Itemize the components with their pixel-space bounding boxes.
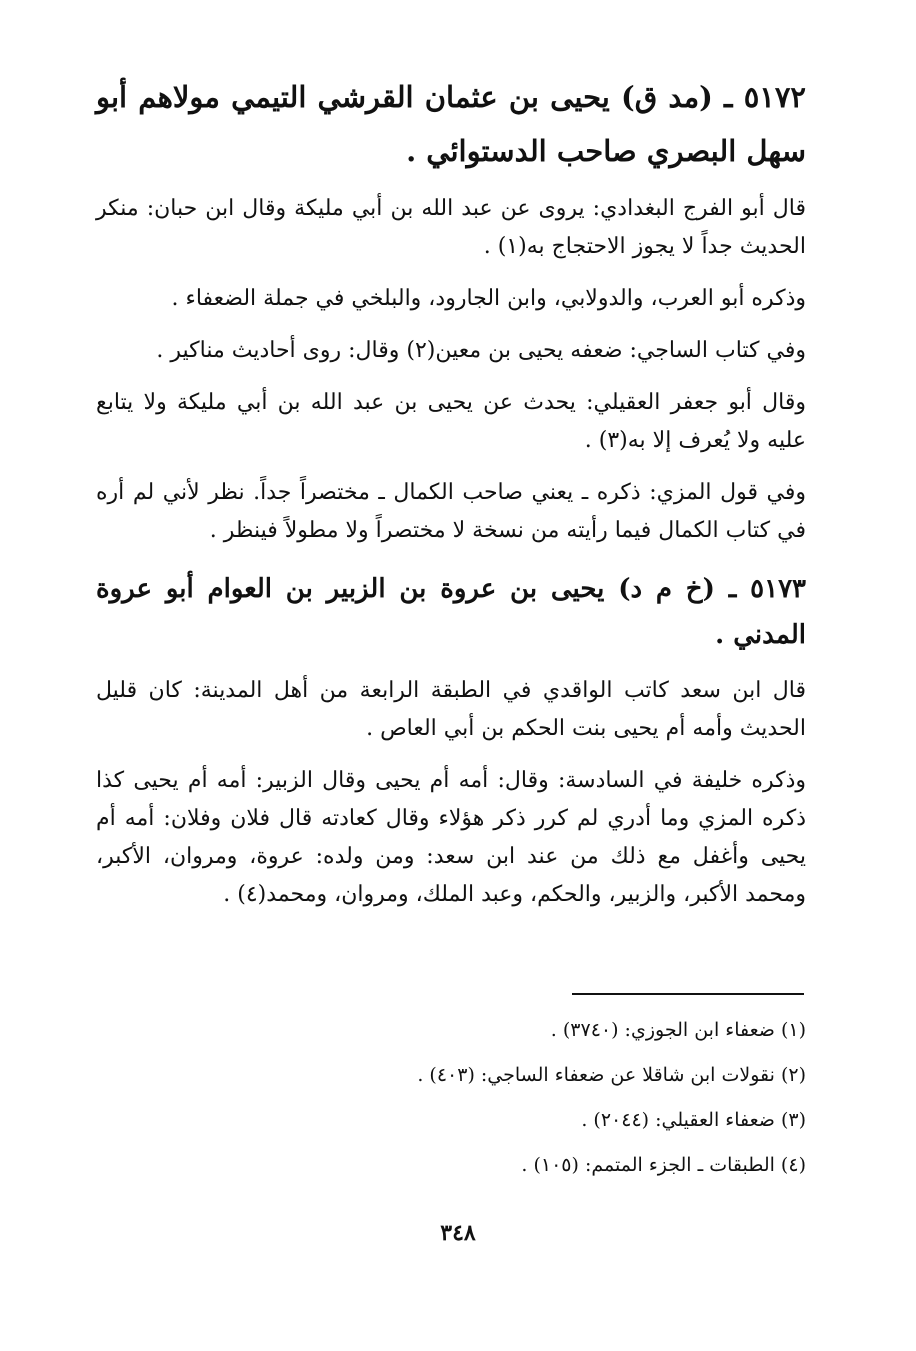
entry-5173-paragraph-2: وذكره خليفة في السادسة: وقال: أمه أم يحيى وقال الزبير: أمه أم يحيى كذا ذكره المزي وما أدري لم كرر ذكر هؤلاء وقال كعادته قال فلان وفلان: أمه أم يحيى وأغفل مع ذلك من عند ابن سعد: ومن ولده: عروة، ومروان، الأكبر، ومحمد الأكبر، والزبير، والحكم، وعبد الملك، ومروان، ومحمد(٤) . [96,768,806,907]
footnote-divider [572,993,804,995]
entry-5172-paragraph-5: وفي قول المزي: ذكره ـ يعني صاحب الكمال ـ مختصراً جداً. نظر لأني لم أره في كتاب الكمال فيما رأيته من نسخة لا مختصراً ولا مطولاً فينظر . [96,480,806,543]
entry-5172-paragraph-2: وذكره أبو العرب، والدولابي، وابن الجارود، والبلخي في جملة الضعفاء . [171,286,806,311]
entry-heading-5173: ٥١٧٣ ـ (خ م د) يحيى بن عروة بن الزبير بن العوام أبو عروة المدني . [96,574,806,650]
page-number: ٣٤٨ [440,1220,476,1246]
entry-heading-5172: ٥١٧٢ ـ (مد ق) يحيى بن عثمان القرشي التيمي مولاهم أبو سهل البصري صاحب الدستوائي . [96,80,807,168]
page-body [96,70,806,928]
entry-5172-paragraph-3: وفي كتاب الساجي: ضعفه يحيى بن معين(٢) وقال: روى أحاديث مناكير . [156,338,806,363]
entry-5172-paragraph-4: وقال أبو جعفر العقيلي: يحدث عن يحيى بن عبد الله بن أبي مليكة ولا يتابع عليه ولا يُعرف إلا به(٣) . [96,390,806,453]
footnote-3: (٣) ضعفاء العقيلي: (٢٠٤٤) . [581,1109,806,1131]
footnote-4: (٤) الطبقات ـ الجزء المتمم: (١٠٥) . [521,1154,806,1176]
footnote-2: (٢) نقولات ابن شاقلا عن ضعفاء الساجي: (٤٠٣) . [417,1064,806,1086]
footnote-1: (١) ضعفاء ابن الجوزي: (٣٧٤٠) . [550,1019,806,1041]
footnotes [96,1008,806,1188]
entry-5173-paragraph-1: قال ابن سعد كاتب الواقدي في الطبقة الرابعة من أهل المدينة: كان قليل الحديث وأمه أم يحيى بنت الحكم بن أبي العاص . [96,678,806,741]
entry-5172-paragraph-1: قال أبو الفرج البغدادي: يروى عن عبد الله بن أبي مليكة وقال ابن حبان: منكر الحديث جداً لا يجوز الاحتجاج به(١) . [96,196,806,259]
